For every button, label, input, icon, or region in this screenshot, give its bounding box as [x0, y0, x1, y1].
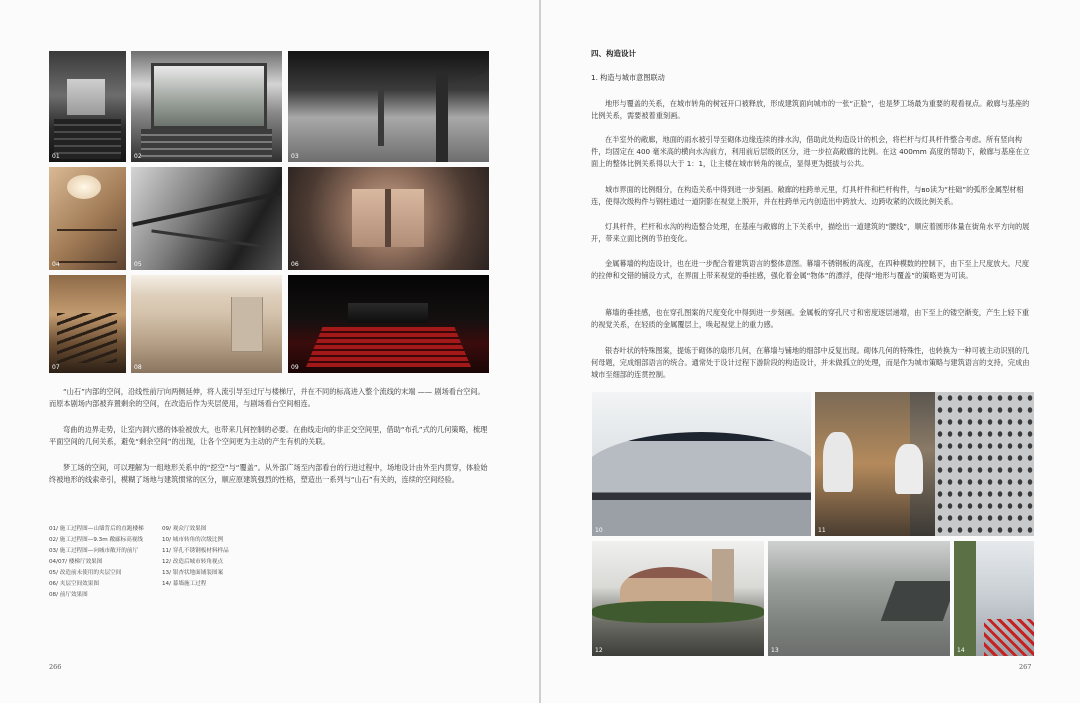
caption-column-1 [49, 524, 159, 601]
photo-05-beam-2 [151, 229, 260, 247]
photo-label: 04 [52, 261, 60, 268]
caption-item: 06/ 夹层空间效果图 [49, 581, 99, 587]
section-heading: 四、构造设计 [591, 49, 636, 58]
photo-label: 01 [52, 153, 60, 160]
caption-item: 03/ 施工过程图—向城市敞开的前厅 [49, 548, 139, 554]
caption-item: 12/ 改造后城市转角视点 [162, 559, 224, 565]
caption-item: 10/ 城市转角的次级比例 [162, 537, 224, 543]
caption-item: 02/ 施工过程图—9.3m 敞廊标高视线 [49, 537, 144, 543]
photo-label: 02 [134, 153, 142, 160]
photo-05-beam [132, 191, 281, 226]
right-page [541, 0, 1080, 703]
photo-09-seats [306, 327, 471, 367]
caption-item: 08/ 前厅效果图 [49, 592, 88, 598]
page-number-right: 267 [1019, 663, 1032, 671]
caption-column-2 [162, 524, 272, 590]
photo-11-person-2 [895, 444, 923, 494]
photo-04-skylight [67, 175, 101, 199]
photo-label: 12 [595, 647, 603, 654]
page-number-left: 266 [49, 663, 62, 671]
photo-08-ceiling [131, 275, 282, 297]
photo-08-foyer-render [131, 275, 282, 373]
photo-11-person-1 [823, 432, 853, 492]
photo-14-scaffold [984, 619, 1034, 656]
right-paragraph-4: 灯具杆件，栏杆和水沟的构造整合处理，在基座与敞廊的上下关系中，描绘出一道建筑的“腰线”，顺应着圆形体量在街角水平方向的展开，带来立面比例的节拍变化。 [591, 222, 1030, 243]
photo-10-facade [592, 392, 811, 536]
photo-label: 03 [291, 153, 299, 160]
photo-09-stage [348, 303, 428, 323]
right-paragraph-7: 银杏叶状的特殊图案，提炼于砌体的扇形几何，在幕墙与铺地的细部中反复出现。砌体几何的特殊性，也转换为一种可被主动识别的几何母题，完成细部语言的统合。通常处于设计过程下游阶段的构造设计，并未做孤立的处理，而是作为城市策略与建筑语言的支持，完成由城市至细部的连贯控制。 [591, 346, 1030, 379]
photo-label: 10 [595, 527, 603, 534]
caption-item: 14/ 幕墙施工过程 [162, 581, 207, 587]
left-paragraph-2: 弯曲的边界走势，让室内洞穴感的体验被放大，也带来几何控制的必要。在曲线走向的非正交空间里，借助“布孔”式的几何策略，梳理平面空间的几何关系，避免“剩余空间”的出现，让各个空间更为主动的产生有机的关联。 [49, 425, 488, 446]
photo-04-stairhall [49, 167, 126, 270]
photo-01-opening [67, 79, 105, 115]
photo-label: 13 [771, 647, 779, 654]
caption-item: 04/07/ 楼梯厅效果图 [49, 559, 103, 565]
right-paragraph-3: 城市界面的比例细分，在构造关系中得到进一步刻画。敞廊的柱跨单元里，灯具杆件和栏杆构件，与во读为“柱础”的弧形金属型材相连，使得次级构件与钢柱通过一道阴影在视觉上脱开，并在柱跨单元内创造出中跨放大、边跨收紧的次级比例关系。 [591, 185, 1024, 206]
photo-13-paving [768, 541, 950, 656]
photo-02-steps [141, 129, 272, 159]
caption-item: 13/ 银杏状地面铺装图案 [162, 570, 224, 576]
right-paragraph-2: 在半室外的敞廊，地面的雨水被引导至砌体边缘连续的排水沟，借助此处构造设计的机会，将栏杆与灯具杆件整合考虑。所有竖向构件，均固定在 400 毫米高的横向水沟前方，利用前后层级的区分，进一步拉高敞廊的比例。在这 400mm 高度的帮助下，敞廊与基座在立面上的整体比例关系得以大于 1：1，让主楼在城市转角的视点，显得更为挺拔与公共。 [591, 135, 1030, 168]
caption-item: 05/ 改造前未使用的夹层空间 [49, 570, 122, 576]
subheading: 1. 构造与城市意图联动 [591, 73, 665, 82]
photo-11-material-sample [815, 392, 1034, 536]
right-paragraph-5: 金属幕墙的构造设计，也在进一步配合着建筑语言的整体意图。幕墙不锈钢板的高度，在四种模数的控制下，由下至上尺度放大。尺度的拉伸和交错的铺设方式，在界面上带来视觉的垂挂感，强化着金属“物体”的漂浮，使得“地形与覆盖”的策略更为可读。 [591, 259, 1030, 280]
photo-06-mezzanine-render [288, 167, 489, 270]
right-paragraph-1: 地形与覆盖的关系，在城市转角的树冠开口被释放，形成建筑面向城市的一张“正脸”，也是梦工场最为重要的观看视点。敞廊与基座的比例关系，需要被着重刻画。 [591, 99, 1030, 120]
photo-13-bench [881, 581, 950, 621]
photo-label: 07 [52, 364, 60, 371]
photo-label: 09 [291, 364, 299, 371]
photo-11-perforated-panel [935, 392, 1034, 536]
photo-02-frame [151, 63, 267, 129]
photo-label: 08 [134, 364, 142, 371]
photo-07-stairhall [49, 275, 126, 373]
caption-item: 09/ 观众厅效果图 [162, 526, 207, 532]
left-paragraph-1: “山石”内部的空间，沿线性前厅向两侧延伸，将人流引导至过厅与楼梯厅，并在不同的标高进入整个流线的末端 —— 剧场看台空间。而原本剧场内部被弃置剩余的空间，在改造后作为夹层使用，与剧场看台空间相连。 [49, 387, 485, 408]
caption-item: 11/ 穿孔不锈钢板材料样品 [162, 548, 229, 554]
photo-10-drum [592, 432, 811, 536]
photo-03-foyer [288, 51, 489, 162]
caption-item: 01/ 施工过程图—山墙背后的直跑楼梯 [49, 526, 144, 532]
photo-14-curtain-wall [954, 541, 1034, 656]
photo-label: 14 [957, 647, 965, 654]
photo-14-tree [954, 541, 976, 656]
photo-07-stair-rail [57, 313, 117, 363]
right-paragraph-6: 幕墙的垂挂感，也在穿孔图案的尺度变化中得到进一步刻画。金属板的穿孔尺寸和密度逐层递增，由下至上的镂空渐变，产生上轻下重的视觉关系，在轻质的金属覆层上，唤起视觉上的重力感。 [591, 308, 1030, 329]
photo-06-column [385, 189, 391, 247]
photo-03-canopy [288, 51, 489, 89]
photo-03-column [436, 71, 448, 162]
photo-label: 11 [818, 527, 826, 534]
photo-label: 06 [291, 261, 299, 268]
photo-12-trees [592, 601, 764, 623]
photo-05-mezzanine [131, 167, 282, 270]
photo-label: 05 [134, 261, 142, 268]
photo-12-street-corner [592, 541, 764, 656]
photo-01-steps [54, 119, 121, 159]
left-page [0, 0, 539, 703]
photo-08-door [231, 295, 263, 352]
left-paragraph-3: 梦工场的空间，可以理解为一组地形关系中的“挖空”与“覆盖”。从外部广场至内部看台的行进过程中，场地设计由外至内贯穿，体验始终被地形的线索牵引，模糊了场地与建筑惯常的区分，顺应原建筑强烈的性格，塑造出一系列与“山石”有关的，连续的空间经验。 [49, 463, 488, 484]
photo-04-railing [57, 229, 117, 263]
photo-03-column-2 [378, 86, 384, 146]
photo-01-stair [49, 51, 126, 162]
photo-02-portal [131, 51, 282, 162]
photo-09-auditorium [288, 275, 489, 373]
